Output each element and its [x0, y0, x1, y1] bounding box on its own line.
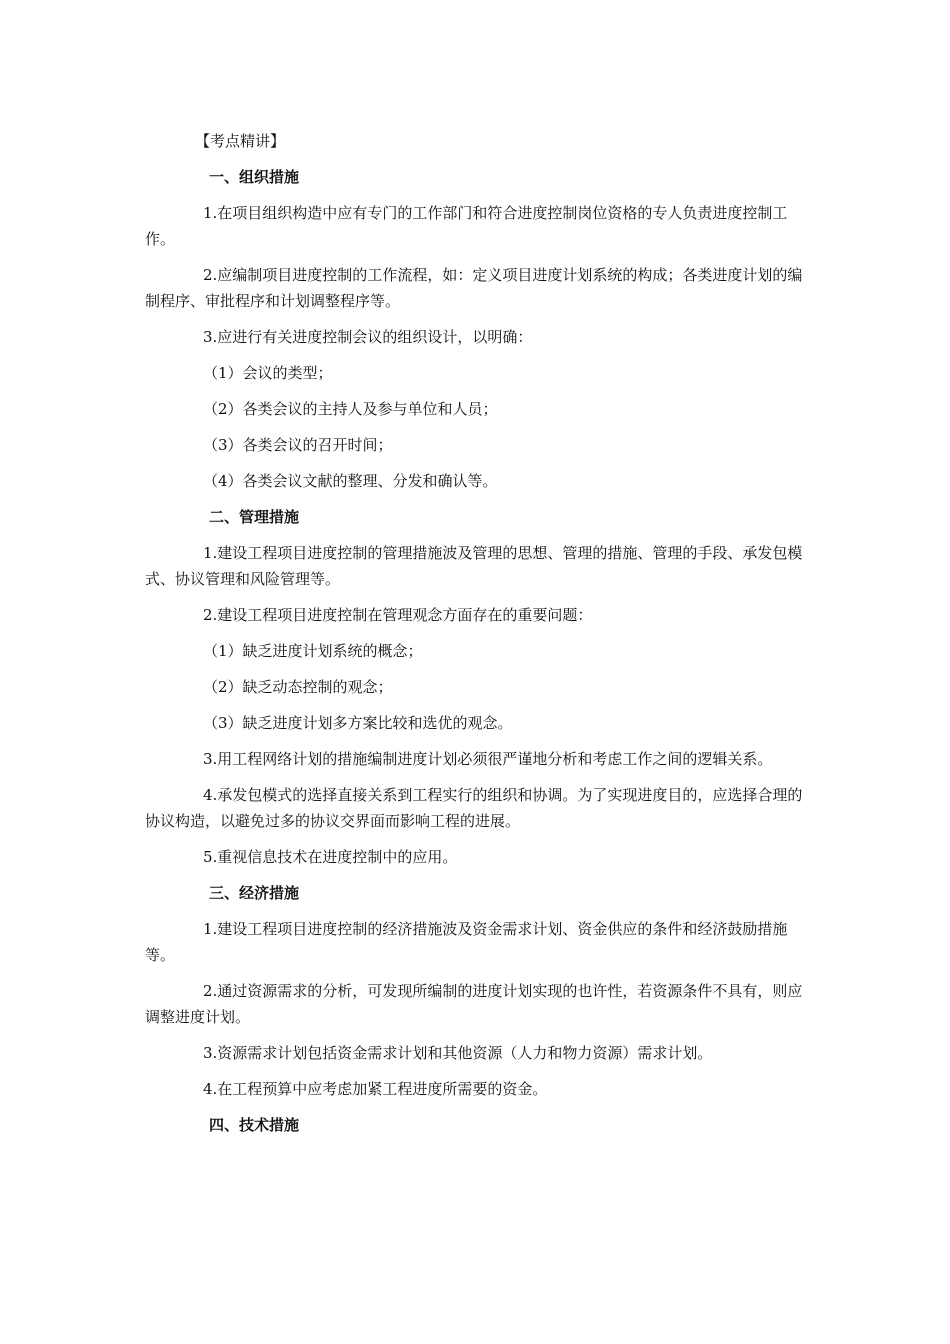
- paragraph: 4.在工程预算中应考虑加紧工程进度所需要的资金。: [203, 1080, 548, 1098]
- section-heading-economic: 三、经济措施: [209, 884, 300, 902]
- section-heading-technical: 四、技术措施: [209, 1116, 300, 1134]
- kaodian-heading: 【考点精讲】: [195, 132, 286, 150]
- paragraph: 1.在项目组织构造中应有专门的工作部门和符合进度控制岗位资格的专人负责进度控制工作。: [145, 204, 788, 248]
- list-item: （1）会议的类型；: [203, 364, 333, 382]
- paragraph: 1.建设工程项目进度控制的经济措施波及资金需求计划、资金供应的条件和经济鼓励措施等。: [145, 920, 788, 964]
- paragraph: 3.用工程网络计划的措施编制进度计划必须很严谨地分析和考虑工作之间的逻辑关系。: [203, 750, 773, 768]
- list-item: （1）缺乏进度计划系统的概念；: [203, 642, 423, 660]
- paragraph: 3.应进行有关进度控制会议的组织设计，以明确：: [203, 328, 533, 346]
- list-item: （3）各类会议的召开时间；: [203, 436, 393, 454]
- paragraph: 4.承发包模式的选择直接关系到工程实行的组织和协调。为了实现进度目的，应选择合理的协议构造，以避免过多的协议交界面而影响工程的进展。: [145, 786, 803, 830]
- document-body: [145, 128, 807, 1148]
- paragraph: 3.资源需求计划包括资金需求计划和其他资源（人力和物力资源）需求计划。: [203, 1044, 713, 1062]
- section-heading-management: 二、管理措施: [209, 508, 300, 526]
- paragraph: 1.建设工程项目进度控制的管理措施波及管理的思想、管理的措施、管理的手段、承发包模式、协议管理和风险管理等。: [145, 544, 803, 588]
- list-item: （4）各类会议文献的整理、分发和确认等。: [203, 472, 498, 490]
- paragraph: 2.建设工程项目进度控制在管理观念方面存在的重要问题：: [203, 606, 593, 624]
- paragraph: 2.应编制项目进度控制的工作流程，如：定义项目进度计划系统的构成；各类进度计划的编制程序、审批程序和计划调整程序等。: [145, 266, 803, 310]
- section-heading-organization: 一、组织措施: [209, 168, 300, 186]
- list-item: （2）缺乏动态控制的观念；: [203, 678, 393, 696]
- paragraph: 2.通过资源需求的分析，可发现所编制的进度计划实现的也许性，若资源条件不具有，则应调整进度计划。: [145, 982, 803, 1026]
- list-item: （3）缺乏进度计划多方案比较和选优的观念。: [203, 714, 513, 732]
- list-item: （2）各类会议的主持人及参与单位和人员；: [203, 400, 498, 418]
- paragraph: 5.重视信息技术在进度控制中的应用。: [203, 848, 458, 866]
